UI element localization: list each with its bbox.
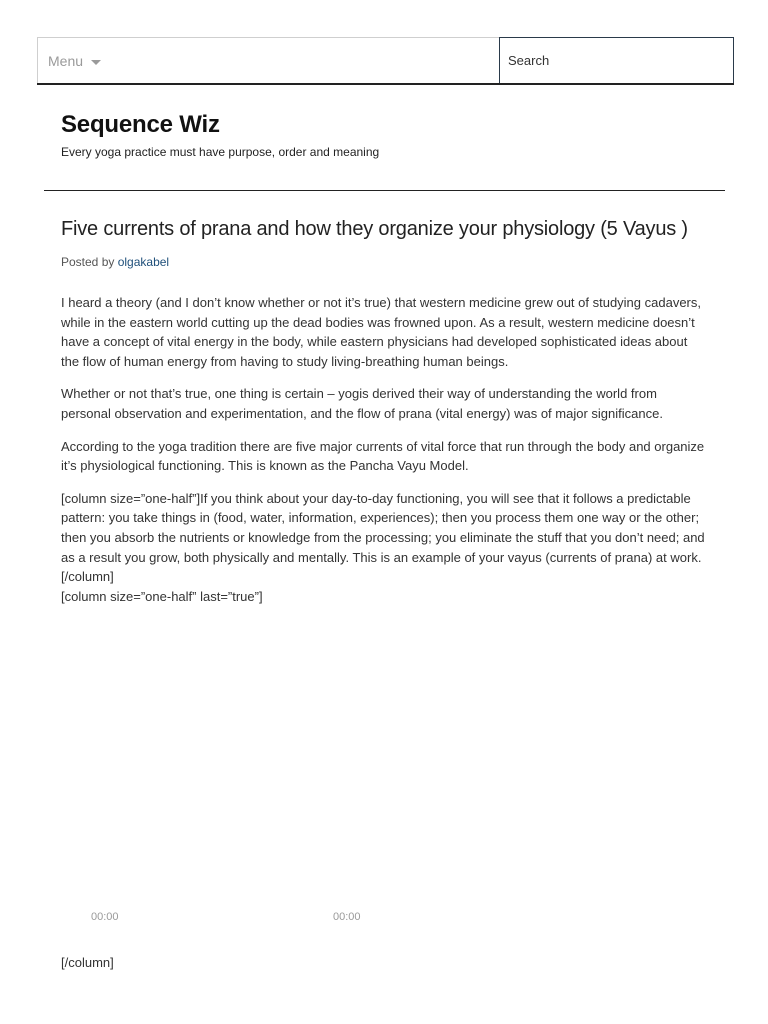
site-title[interactable]: Sequence Wiz [61, 111, 220, 138]
search-input[interactable] [500, 38, 733, 83]
header-divider [44, 190, 725, 191]
post-paragraph: [column size=”one-half”]If you think about your day-to-day functioning, you will see that it follows a predictable pattern: you take things in (food, water, information, experiences); then you process them one way or the other; then you absorb the nutrients or knowledge from the processing; you eliminate the stuff that you don’t need; and as a result you grow, both physically and mentally. This is an example of your vayus (currents of prana) at work.[/column] [61, 490, 705, 585]
site-tagline: Every yoga practice must have purpose, order and meaning [61, 145, 380, 159]
column-shortcode-open: [column size=”one-half” last=”true”] [61, 588, 263, 604]
post-paragraph: I heard a theory (and I don’t know whether or not it’s true) that western medicine grew out of studying cadavers, while in the eastern world cutting up the dead bodies was frowned upon. As a result, western medicine doesn’t have a concept of vital energy in the body, while eastern physicians had developed sophisticated ideas about the flow of human energy from having to study living-breathing human beings. [61, 295, 701, 369]
author-link[interactable]: olgakabel [117, 255, 170, 269]
post-content [61, 293, 709, 606]
top-navigation-bar [37, 37, 734, 85]
post-paragraph: According to the yoga tradition there are five major currents of vital force that run through the body and organize it’s physiological functioning. This is known as the Pancha Vayu Model. [61, 438, 705, 474]
menu-label: Menu [48, 52, 84, 69]
column-shortcode-close: [/column] [61, 955, 114, 970]
post-title: Five currents of prana and how they organize your physiology (5 Vayus ) [61, 218, 688, 240]
post-paragraph: Whether or not that’s true, one thing is certain – yogis derived their way of understanding the world from personal observation and experimentation, and the flow of prana (vital energy) was of major significance. [61, 386, 663, 421]
post-byline [61, 255, 169, 269]
search-box [499, 37, 734, 83]
audio-player-duration: 00:00 [333, 911, 361, 923]
posted-by-label: Posted by [61, 255, 115, 269]
audio-player-current-time: 00:00 [91, 911, 119, 923]
menu-toggle-button[interactable] [37, 37, 500, 83]
caret-down-icon [91, 60, 101, 65]
